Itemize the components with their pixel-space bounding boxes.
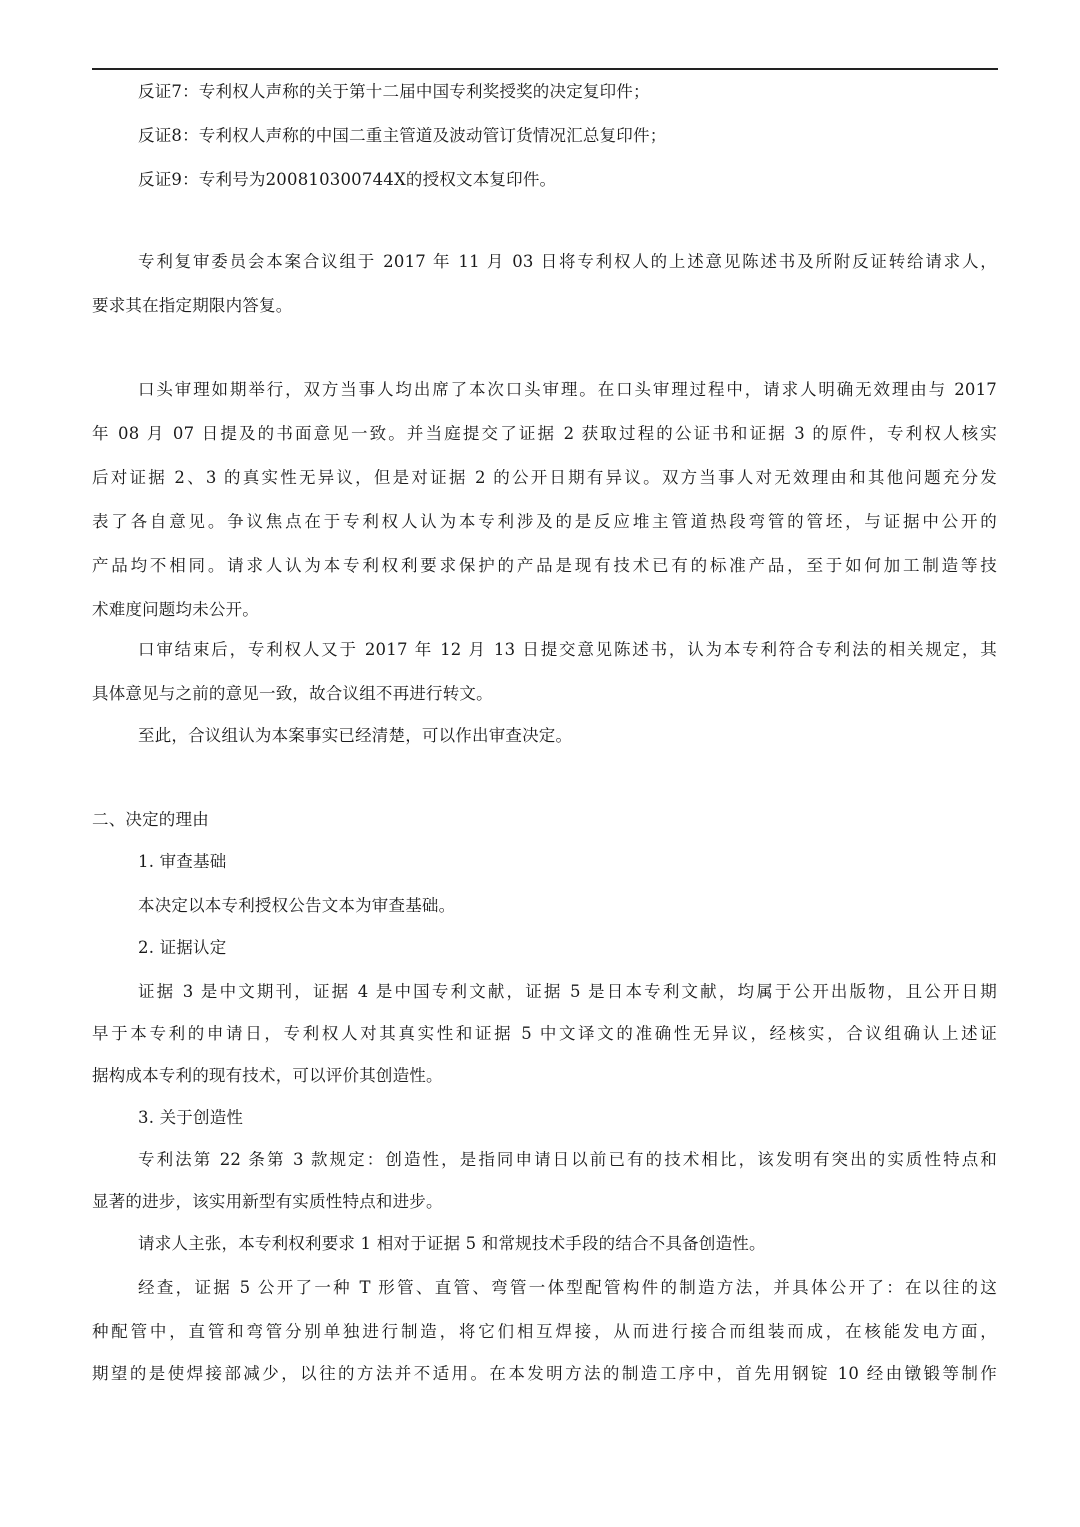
requester-claim-line: 请求人主张，本专利权利要求 1 相对于证据 5 和常规技术手段的结合不具备创造性。 <box>138 1234 766 1253</box>
subsection-2-heading: 2. 证据认定 <box>138 938 227 957</box>
oral-hearing-line-2: 年 08 月 07 日提及的书面意见一致。并当庭提交了证据 2 获取过程的公证书和证据 3 的原件，专利权人核实 <box>92 424 997 443</box>
oral-hearing-line-4: 表了各自意见。争议焦点在于专利权人认为本专利涉及的是反应堆主管道热段弯管的管坯，与证据中公开的 <box>92 512 997 531</box>
inventiveness-law-line-2: 显著的进步，该实用新型有实质性特点和进步。 <box>92 1192 443 1211</box>
after-hearing-line-2: 具体意见与之前的意见一致，故合议组不再进行转文。 <box>92 684 493 703</box>
evidence-item-7: 反证7：专利权人声称的关于第十二届中国专利奖授奖的决定复印件； <box>138 82 650 101</box>
subsection-3-heading: 3. 关于创造性 <box>138 1108 244 1127</box>
subsection-1-text: 本决定以本专利授权公告文本为审查基础。 <box>138 896 456 915</box>
evidence-determination-line-3: 据构成本专利的现有技术，可以评价其创造性。 <box>92 1066 443 1085</box>
subsection-1-heading: 1. 审查基础 <box>138 852 227 871</box>
evidence-item-9: 反证9：专利号为200810300744X的授权文本复印件。 <box>138 170 557 189</box>
transfer-paragraph-line-2: 要求其在指定期限内答复。 <box>92 296 293 315</box>
conclusion-line: 至此，合议组认为本案事实已经清楚，可以作出审查决定。 <box>138 726 573 745</box>
review-line-2: 种配管中，直管和弯管分别单独进行制造，将它们相互焊接，从而进行接合而组装而成，在核能发电方面， <box>92 1322 997 1341</box>
transfer-paragraph-line-1: 专利复审委员会本案合议组于 2017 年 11 月 03 日将专利权人的上述意见陈述书及所附反证转给请求人， <box>138 252 997 271</box>
section-heading: 二、决定的理由 <box>92 810 209 829</box>
oral-hearing-line-1: 口头审理如期举行，双方当事人均出席了本次口头审理。在口头审理过程中，请求人明确无效理由与 2017 <box>138 380 997 399</box>
header-rule <box>92 68 998 70</box>
after-hearing-line-1: 口审结束后，专利权人又于 2017 年 12 月 13 日提交意见陈述书，认为本专利符合专利法的相关规定，其 <box>138 640 997 659</box>
evidence-item-8: 反证8：专利权人声称的中国二重主管道及波动管订货情况汇总复印件； <box>138 126 667 145</box>
review-line-1: 经查，证据 5 公开了一种 T 形管、直管、弯管一体型配管构件的制造方法，并具体公开了：在以往的这 <box>138 1278 997 1297</box>
inventiveness-law-line-1: 专利法第 22 条第 3 款规定：创造性，是指同申请日以前已有的技术相比，该发明有突出的实质性特点和 <box>138 1150 997 1169</box>
oral-hearing-line-3: 后对证据 2、3 的真实性无异议，但是对证据 2 的公开日期有异议。双方当事人对无效理由和其他问题充分发 <box>92 468 997 487</box>
evidence-determination-line-1: 证据 3 是中文期刊，证据 4 是中国专利文献，证据 5 是日本专利文献，均属于公开出版物，且公开日期 <box>138 982 997 1001</box>
evidence-determination-line-2: 早于本专利的申请日，专利权人对其真实性和证据 5 中文译文的准确性无异议，经核实，合议组确认上述证 <box>92 1024 997 1043</box>
review-line-3: 期望的是使焊接部减少，以往的方法并不适用。在本发明方法的制造工序中，首先用钢锭 10 经由镦锻等制作 <box>92 1364 997 1383</box>
oral-hearing-line-6: 术难度问题均未公开。 <box>92 600 259 619</box>
oral-hearing-line-5: 产品均不相同。请求人认为本专利权利要求保护的产品是现有技术已有的标准产品，至于如何加工制造等技 <box>92 556 997 575</box>
